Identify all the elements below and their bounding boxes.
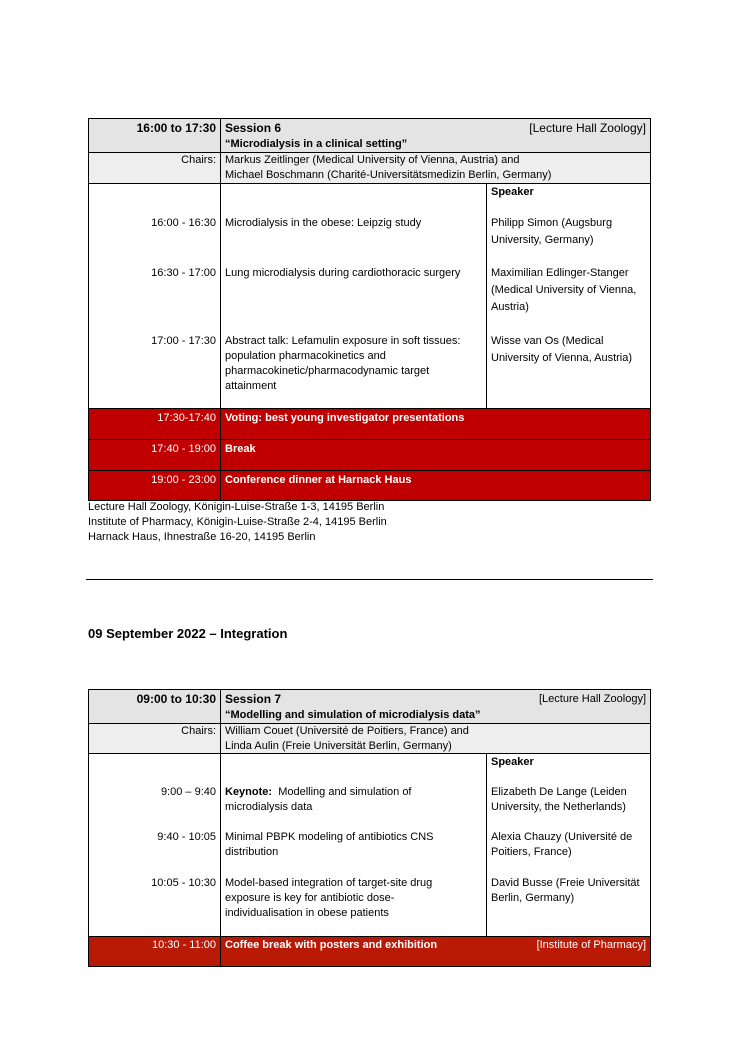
keynote-label: Keynote: <box>225 786 273 798</box>
session6-chair-2: Michael Boschmann (Charité-Universitätsmedizin Berlin, Germany) <box>225 169 552 181</box>
coffee-label: Coffee break with posters and exhibition <box>225 939 438 951</box>
address-harnack: Harnack Haus, Ihnestraße 16-20, 14195 Berlin <box>88 531 316 543</box>
section-divider <box>86 579 653 580</box>
session6-subtitle: “Microdialysis in a clinical setting” <box>225 138 408 150</box>
session7-time: 09:00 to 10:30 <box>136 692 216 706</box>
session7-talk2-time: 9:40 - 10:05 <box>157 831 216 843</box>
session7-chairs-label: Chairs: <box>181 725 216 737</box>
session7-venue: [Lecture Hall Zoology] <box>539 693 646 705</box>
session6-talk3-speaker: Wisse van Os (Medical University of Vienna, Austria) <box>491 335 633 364</box>
break-time: 17:40 - 19:00 <box>151 443 216 455</box>
session7-chairs-row <box>89 723 650 753</box>
session7-speaker-header: Speaker <box>491 756 534 768</box>
session7-chair-2: Linda Aulin (Freie Universität Berlin, Germany) <box>225 740 452 752</box>
session7-table <box>88 689 651 967</box>
session6-talks <box>89 183 650 408</box>
session7-title: Session 7 <box>225 692 282 706</box>
session7-talk1-speaker: Elizabeth De Lange (Leiden University, the Netherlands) <box>491 786 627 813</box>
session6-talk2-speaker: Maximilian Edlinger-Stanger (Medical University of Vienna, Austria) <box>491 267 637 313</box>
session6-time: 16:00 to 17:30 <box>136 121 216 135</box>
session6-chairs-row <box>89 152 650 183</box>
session7-talk2-title: Minimal PBPK modeling of antibiotics CNS distribution <box>225 831 434 858</box>
venue-addresses <box>88 500 387 545</box>
session7-header <box>89 690 650 723</box>
session7-talk1-time: 9:00 – 9:40 <box>160 786 216 798</box>
session6-speaker-header: Speaker <box>491 186 534 198</box>
dinner-label: Conference dinner at Harnack Haus <box>225 474 412 486</box>
session6-voting-row <box>89 408 650 439</box>
session6-talk3-time: 17:00 - 17:30 <box>151 335 216 347</box>
day-title: 09 September 2022 – Integration <box>88 626 288 641</box>
session7-talk3-title: Model-based integration of target-site drug exposure is key for antibiotic dose- individualisation in obese patients <box>225 877 433 919</box>
session6-chair-1: Markus Zeitlinger (Medical University of Vienna, Austria) and <box>225 154 520 166</box>
session6-title: Session 6 <box>225 121 282 135</box>
session7-talk3-time: 10:05 - 10:30 <box>151 877 216 889</box>
break-label: Break <box>225 443 256 455</box>
session6-table <box>88 118 651 501</box>
dinner-time: 19:00 - 23:00 <box>151 474 216 486</box>
session6-venue: [Lecture Hall Zoology] <box>529 121 646 135</box>
session7-talk3-speaker: David Busse (Freie Universität Berlin, Germany) <box>491 877 640 904</box>
address-pharmacy: Institute of Pharmacy, Königin-Luise-Straße 2-4, 14195 Berlin <box>88 516 387 528</box>
session6-talk2-title: Lung microdialysis during cardiothoracic surgery <box>225 267 461 279</box>
session7-coffee-row <box>89 936 650 966</box>
session7-talk1-title: Keynote: Modelling and simulation of microdialysis data <box>225 786 412 813</box>
session6-talk2-time: 16:30 - 17:00 <box>151 267 216 279</box>
session6-talk1-speaker: Philipp Simon (Augsburg University, Germany) <box>491 217 613 246</box>
session6-talk1-title: Microdialysis in the obese: Leipzig study <box>225 217 422 229</box>
session6-header <box>89 119 650 152</box>
session7-talk2-speaker: Alexia Chauzy (Université de Poitiers, France) <box>491 831 633 858</box>
voting-time: 17:30-17:40 <box>157 412 216 424</box>
session7-talks <box>89 753 650 936</box>
voting-label: Voting: best young investigator presentations <box>225 412 465 424</box>
session6-chairs-label: Chairs: <box>181 154 216 166</box>
coffee-venue: [Institute of Pharmacy] <box>536 939 646 951</box>
session6-break-row <box>89 439 650 470</box>
session6-dinner-row <box>89 470 650 500</box>
session6-talk3-title: Abstract talk: Lefamulin exposure in soft tissues: population pharmacokinetics and pharmacokinetic/pharmacodynamic target attainment <box>225 335 461 392</box>
session6-talk1-time: 16:00 - 16:30 <box>151 217 216 229</box>
session7-chair-1: William Couet (Université de Poitiers, France) and <box>225 725 469 737</box>
address-zoology: Lecture Hall Zoology, Königin-Luise-Straße 1-3, 14195 Berlin <box>88 501 385 513</box>
coffee-time: 10:30 - 11:00 <box>151 939 216 951</box>
session7-subtitle: “Modelling and simulation of microdialysis data” <box>225 709 481 721</box>
